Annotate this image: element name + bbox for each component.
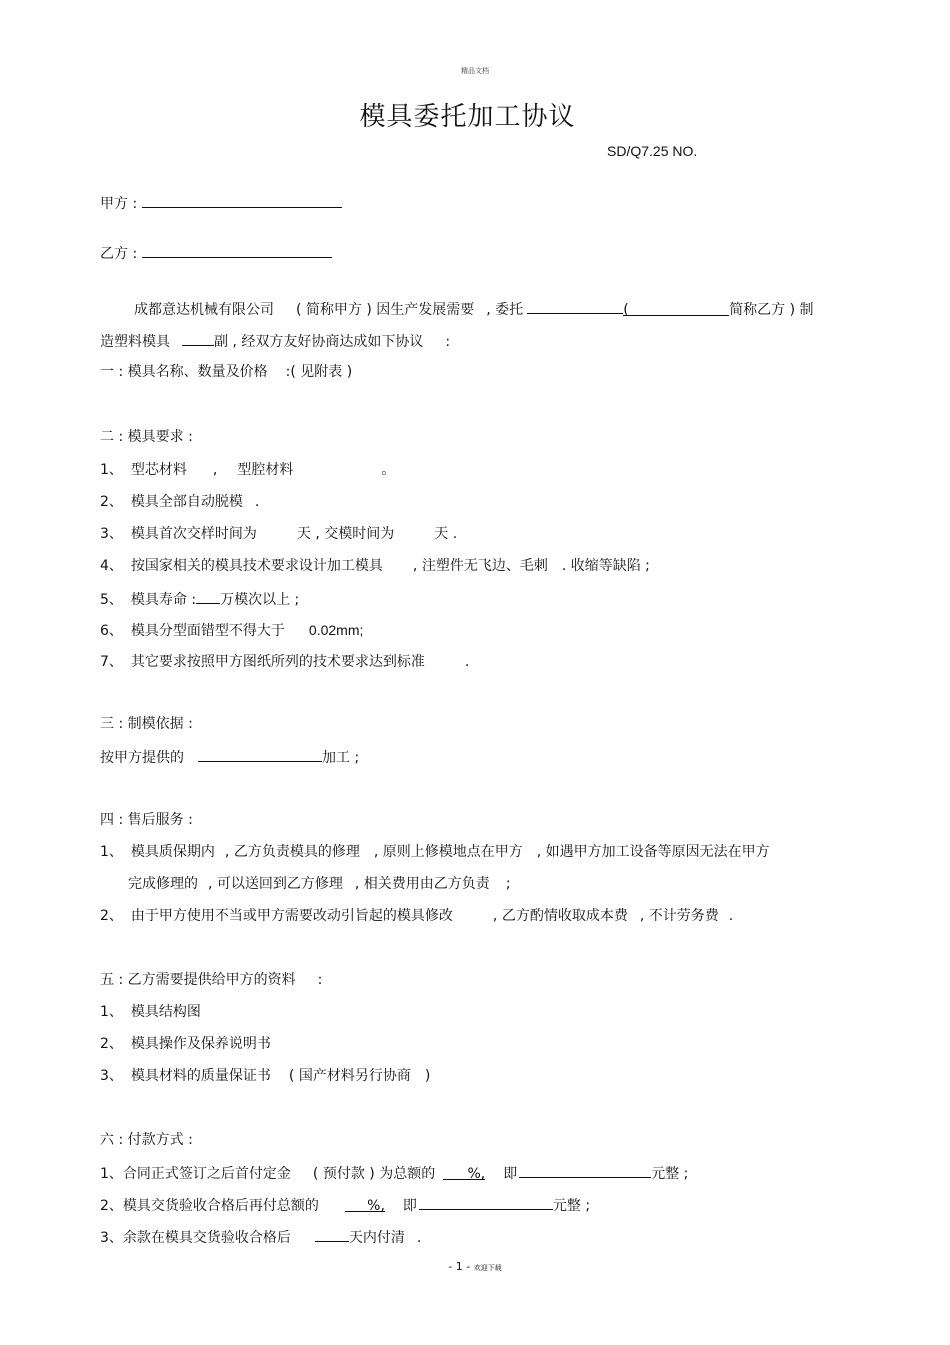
list-item: 6、 模具分型面错型不得大于 0.02mm;	[100, 622, 364, 639]
intro-line-1: 成都意达机械有限公司 ( 简称甲方 ) 因生产发展需要 , 委托 ( 简称乙方 ) 制	[134, 299, 814, 319]
page-number: - 1 -	[448, 1260, 471, 1273]
list-item: 7、 其它要求按照甲方图纸所列的技术要求达到标准 .	[100, 654, 470, 670]
party-a-label: 甲方 :	[100, 196, 138, 212]
document-title: 模具委托加工协议	[359, 102, 576, 132]
page-footer	[0, 1260, 950, 1273]
list-item: 1、 模具质保期内 , 乙方负责模具的修理 , 原则上修模地点在甲方 , 如遇甲方加工设备等原因无法在甲方	[100, 844, 770, 860]
payment-item: 2、模具交货验收合格后再付总额的 %, 即 元整 ;	[100, 1195, 590, 1215]
section-5-heading: 五 : 乙方需要提供给甲方的资料 :	[100, 972, 323, 988]
section-4-heading: 四 : 售后服务 :	[100, 812, 193, 828]
section-3-text: 按甲方提供的 加工 ;	[100, 747, 359, 767]
delivery-amount-field[interactable]	[419, 1195, 553, 1210]
party-b-name-field[interactable]	[527, 299, 623, 314]
list-item: 1、 模具结构图	[100, 1004, 201, 1020]
list-item: 2、 模具操作及保养说明书	[100, 1036, 271, 1052]
party-b-line	[100, 243, 332, 263]
list-item: 5、 模具寿命 : 万模次以上 ;	[100, 589, 299, 609]
list-item: 2、 由于甲方使用不当或甲方需要改动引旨起的模具修改 , 乙方酌情收取成本费 , 不计劳务费 .	[100, 908, 734, 924]
list-item: 4、 按国家相关的模具技术要求设计加工模具 , 注塑件无飞边、毛刺 . 收缩等缺陷 ;	[100, 558, 650, 574]
list-item-continued: 完成修理的 , 可以送回到乙方修理 , 相关费用由乙方负责 ;	[128, 876, 511, 892]
section-3-heading: 三 : 制模依据 :	[100, 716, 193, 732]
header-note: 精品文档	[461, 67, 489, 75]
company-name: 成都意达机械有限公司	[134, 302, 274, 318]
basis-field[interactable]	[198, 747, 322, 762]
payment-item: 3、余款在模具交货验收合格后 天内付清 .	[100, 1227, 421, 1247]
footer-note: 欢迎下载	[473, 1264, 502, 1272]
deposit-amount-field[interactable]	[519, 1163, 651, 1178]
list-item: 3、 模具材料的质量保证书 ( 国产材料另行协商 )	[100, 1068, 431, 1084]
party-a-field[interactable]	[142, 193, 342, 208]
balance-days-field[interactable]	[315, 1227, 349, 1242]
payment-item: 1、合同正式签订之后首付定金 ( 预付款 ) 为总额的 %, 即 元整 ;	[100, 1163, 688, 1183]
list-item: 2、 模具全部自动脱模 .	[100, 494, 260, 510]
delivery-percent-field[interactable]: %,	[345, 1197, 385, 1212]
section-1: 一 : 模具名称、数量及价格 :( 见附表 )	[100, 364, 353, 380]
section-6-heading: 六 : 付款方式 :	[100, 1132, 193, 1148]
mold-life-field[interactable]	[196, 589, 220, 604]
party-a-line	[100, 193, 342, 213]
party-b-short-field[interactable]: (	[623, 301, 729, 316]
list-item: 1、 型芯材料 , 型腔材料 。	[100, 462, 396, 478]
intro-line-2: 造塑料模具 副 , 经双方友好协商达成如下协议 :	[100, 331, 450, 351]
party-b-label: 乙方 :	[100, 246, 138, 262]
document-number: SD/Q7.25 NO.	[607, 143, 698, 159]
deposit-percent-field[interactable]: %,	[443, 1165, 485, 1180]
mold-quantity-field[interactable]	[182, 331, 214, 346]
list-item: 3、 模具首次交样时间为 天 , 交模时间为 天 .	[100, 526, 458, 542]
party-b-field[interactable]	[142, 243, 332, 258]
section-2-heading: 二 : 模具要求 :	[100, 429, 193, 445]
